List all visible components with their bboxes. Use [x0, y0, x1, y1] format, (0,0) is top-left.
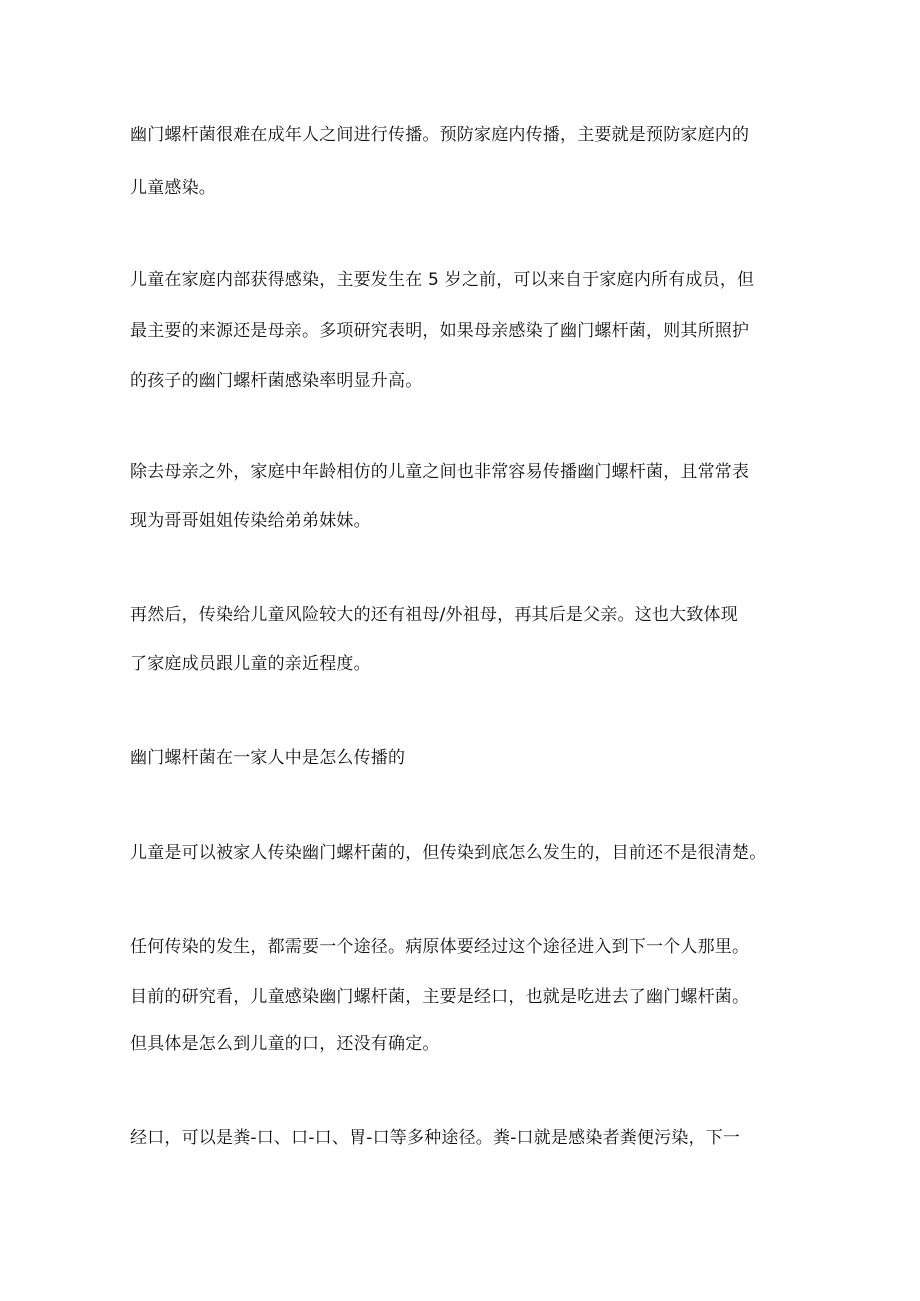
paragraph-7-line-3: 但具体是怎么到儿童的口，还没有确定。	[130, 1034, 440, 1054]
paragraph-2-line-1: 儿童在家庭内部获得感染，主要发生在 5 岁之前，可以来自于家庭内所有成员，但	[130, 270, 755, 290]
paragraph-6-line-1: 儿童是可以被家人传染幽门螺杆菌的，但传染到底怎么发生的，目前还不是很清楚。	[130, 843, 767, 863]
paragraph-3-line-2: 现为哥哥姐姐传染给弟弟妹妹。	[130, 511, 371, 531]
paragraph-2-line-2: 最主要的来源还是母亲。多项研究表明，如果母亲感染了幽门螺杆菌，则其所照护	[130, 321, 750, 341]
paragraph-7-line-2: 目前的研究看，儿童感染幽门螺杆菌，主要是经口，也就是吃进去了幽门螺杆菌。	[130, 987, 750, 1007]
paragraph-4-line-2: 了家庭成员跟儿童的亲近程度。	[130, 654, 371, 674]
paragraph-1-line-2: 儿童感染。	[130, 178, 216, 198]
paragraph-7-line-1: 任何传染的发生，都需要一个途径。病原体要经过这个途径进入到下一个人那里。	[130, 937, 750, 957]
paragraph-2-line-3: 的孩子的幽门螺杆菌感染率明显升高。	[130, 371, 423, 391]
paragraph-1-line-1: 幽门螺杆菌很难在成年人之间进行传播。预防家庭内传播，主要就是预防家庭内的	[130, 125, 750, 145]
paragraph-3-line-1: 除去母亲之外，家庭中年龄相仿的儿童之间也非常容易传播幽门螺杆菌，且常常表	[130, 462, 750, 482]
paragraph-8-line-1: 经口，可以是粪-口、口-口、胃-口等多种途径。粪-口就是感染者粪便污染，下一	[130, 1128, 741, 1148]
section-heading: 幽门螺杆菌在一家人中是怎么传播的	[130, 748, 406, 768]
paragraph-4-line-1: 再然后，传染给儿童风险较大的还有祖母/外祖母，再其后是父亲。这也大致体现	[130, 605, 738, 625]
